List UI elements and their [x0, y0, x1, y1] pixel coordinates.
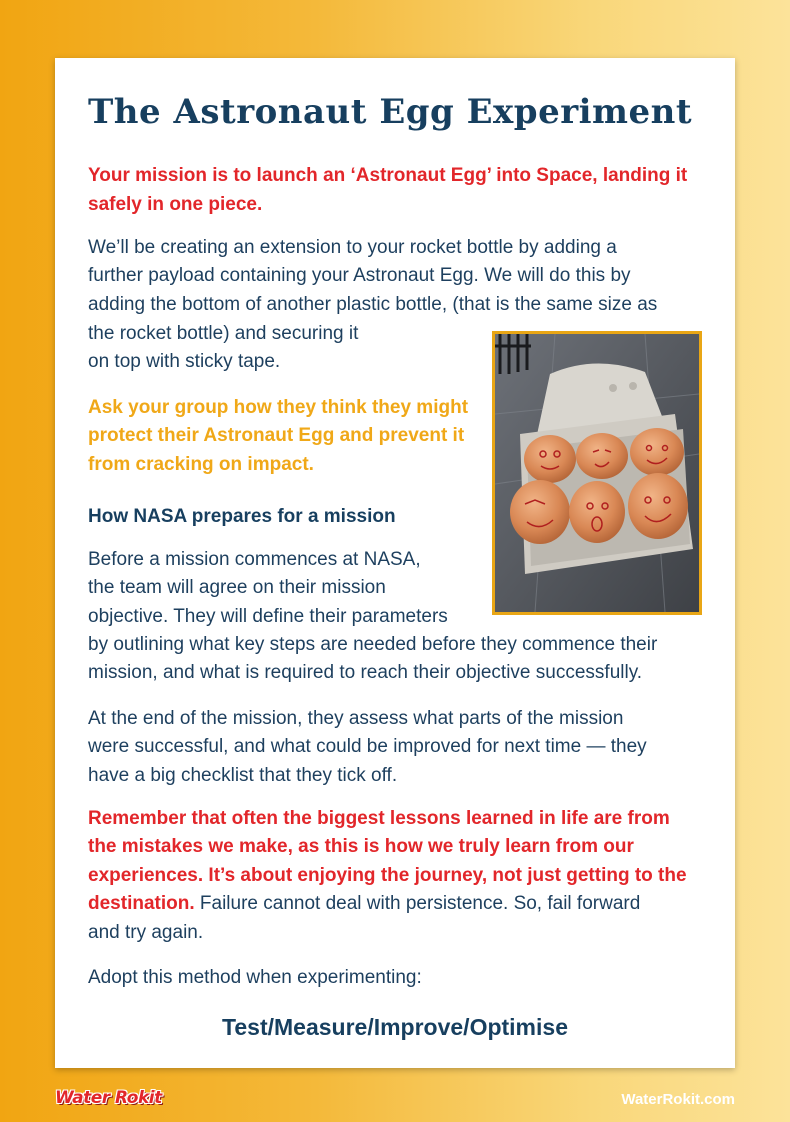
adopt-text: Adopt this method when experimenting:: [88, 967, 422, 988]
intro-line: the rocket bottle) and securing it: [88, 323, 359, 344]
remember-line: experiences. It’s about enjoying the journey, not just getting to the: [88, 865, 687, 886]
failure-text: Failure cannot deal with persistence. So, fail forward: [194, 893, 641, 914]
nasa-line: Before a mission commences at NASA,: [88, 549, 421, 570]
intro-line: adding the bottom of another plastic bottle, (that is the same size as: [88, 294, 658, 315]
assess-line: have a big checklist that they tick off.: [88, 765, 398, 786]
ask-line: protect their Astronaut Egg and prevent it: [88, 425, 465, 446]
page-title: The Astronaut Egg Experiment: [88, 92, 693, 132]
assess-line: At the end of the mission, they assess what parts of the mission: [88, 708, 624, 729]
intro-line: further payload containing your Astronaut Egg. We will do this by: [88, 265, 631, 286]
nasa-line: the team will agree on their mission: [88, 577, 386, 598]
intro-line: on top with sticky tape.: [88, 351, 281, 372]
nasa-line: objective. They will define their parameters: [88, 606, 448, 627]
assess-line: were successful, and what could be improved for next time — they: [88, 736, 647, 757]
ask-line: from cracking on impact.: [88, 454, 314, 475]
remember-line: and try again.: [88, 922, 204, 943]
remember-line: the mistakes we make, as this is how we truly learn from our: [88, 836, 634, 857]
remember-line: Remember that often the biggest lessons learned in life are from: [88, 808, 670, 829]
method-text: Test/Measure/Improve/Optimise: [222, 1014, 568, 1040]
ask-line: Ask your group how they think they might: [88, 397, 469, 418]
nasa-line: by outlining what key steps are needed before they commence their: [88, 634, 658, 655]
water-rokit-logo: Water Rokit: [55, 1088, 162, 1108]
egg-carton-photo: [492, 331, 702, 615]
mission-text: Your mission is to launch an ‘Astronaut Egg’ into Space, landing it safely in one piece.: [88, 165, 688, 215]
mission-statement: [88, 162, 698, 219]
nasa-heading: How NASA prepares for a mission: [88, 506, 396, 527]
egg-carton-illustration: [495, 334, 699, 612]
destination-bold: destination.: [88, 893, 195, 914]
nasa-line: mission, and what is required to reach their objective successfully.: [88, 662, 643, 683]
website-url[interactable]: WaterRokit.com: [621, 1091, 735, 1108]
intro-line: We’ll be creating an extension to your rocket bottle by adding a: [88, 237, 617, 258]
remember-line: [88, 890, 640, 919]
